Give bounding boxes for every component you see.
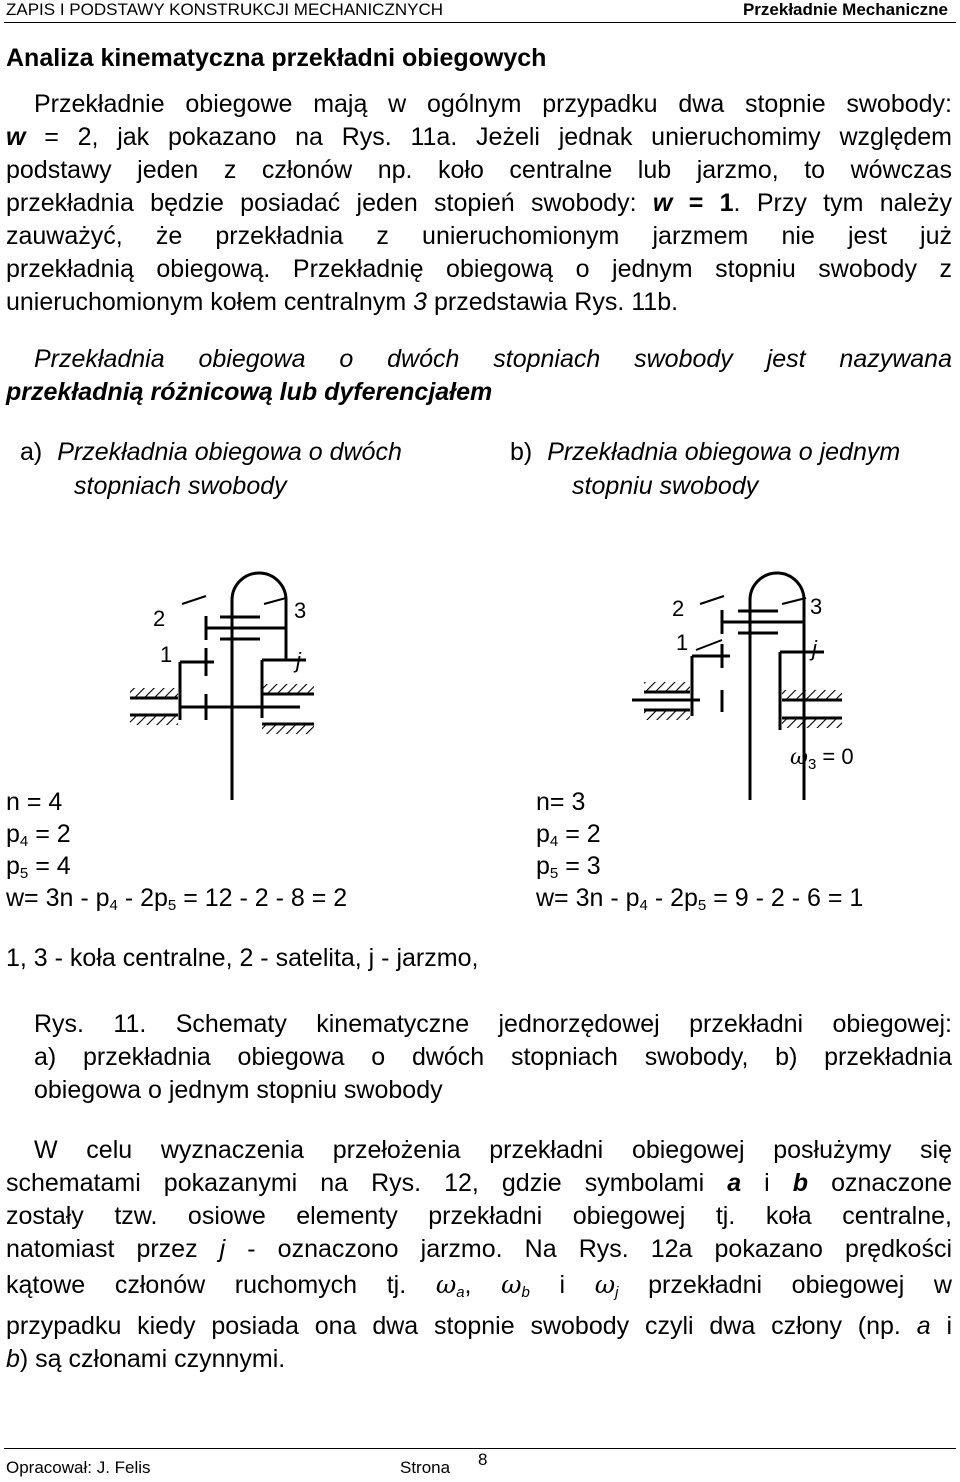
footer-page-label: Strona — [400, 1458, 451, 1477]
para3-line2: schematami pokazanymi na Rys. 12, gdzie symbolami a i b oznaczone — [6, 1169, 952, 1197]
para1-line1: Przekładnie obiegowe mają w ogólnym przypadku dwa stopnie swobody: — [34, 90, 952, 118]
para2-line2: przekładnią różnicową lub dyferencjałem — [6, 378, 493, 406]
figure-caption-line1: Rys. 11. Schematy kinematyczne jednorzędowej przekładni obiegowej: — [34, 1010, 952, 1038]
footer-author: Opracował: J. Felis — [6, 1458, 151, 1477]
header-title: ZAPIS I PODSTAWY KONSTRUKCJI MECHANICZNYCH — [6, 0, 444, 19]
omega-a: $\omega_a$, — [435, 1270, 472, 1301]
formula-a-n: n = 4 — [6, 788, 63, 816]
formula-a-p4: $p_4 = 2$ — [6, 820, 71, 850]
para3-end — [6, 1310, 952, 1376]
para3-line6: przypadku kiedy posiada ona dwa stopnie swobody czyli dwa człony (np. a i — [6, 1312, 953, 1340]
formula-a-w: $w= 3n - p_4 - 2p_5 = 12 - 2 - 8 = 2$ — [6, 884, 348, 914]
para1-line3: podstawy jeden z członów np. koło centralne lub jarzmo, to wówczas — [6, 156, 952, 184]
omega-b: $\omega_b$ — [501, 1270, 530, 1301]
para2-line1: Przekładnia obiegowa o dwóch stopniach swobody jest nazywana — [34, 345, 952, 373]
paragraph-differential — [6, 343, 952, 409]
caption-b-line2: stopniu swobody — [572, 472, 759, 500]
para3-line5: kątowe członów ruchomych tj. $\omega_a$, $\omega_b$ i $\omega_j$ przekładni obiegowej w — [6, 1270, 952, 1301]
formula-b-p5: $p_5 = 3$ — [536, 852, 601, 882]
section-title: Analiza kinematyczna przekładni obiegowych — [6, 44, 547, 72]
diagram-b-label-j: j — [812, 636, 817, 661]
diagram-a-label-3: 3 — [294, 598, 307, 623]
diagram-b-label-3: 3 — [810, 594, 823, 619]
diagram-a-label-1: 1 — [160, 642, 173, 667]
paragraph-intro — [6, 88, 952, 319]
para3-line4: natomiast przez j - oznaczono jarzmo. Na Rys. 12a pokazano prędkości — [6, 1235, 953, 1263]
formula-b-p4: $p_4 = 2$ — [536, 820, 601, 850]
para1-line6: przekładnią obiegową. Przekładnię obiegową o jednym stopniu swobody z — [6, 255, 952, 283]
kinematic-diagrams — [0, 540, 960, 800]
formula-b-n: n= 3 — [536, 788, 586, 816]
para3-line1: W celu wyznaczenia przełożenia przekładni obiegowej posłużymy się — [34, 1136, 952, 1164]
diagram-a-label-j: j — [296, 648, 301, 673]
figure-caption-line2: a) przekładnia obiegowa o dwóch stopniach swobody, b) przekładnia — [34, 1043, 952, 1071]
para1-line7: unieruchomionym kołem centralnym 3 przedstawia Rys. 11b. — [6, 288, 679, 316]
formula-b-w: $w= 3n - p_4 - 2p_5 = 9 - 2 - 6 = 1$ — [536, 884, 864, 914]
figure-caption — [34, 1008, 952, 1107]
para1-line2: w = 2, jak pokazano na Rys. 11a. Jeżeli jednak unieruchomimy względem — [6, 123, 952, 151]
diagram-a-label-2: 2 — [153, 606, 166, 631]
header-rule — [4, 22, 956, 23]
footer-rule — [4, 1448, 956, 1449]
figure-caption-line3: obiegowa o jednym stopniu swobody — [34, 1076, 443, 1104]
para1-line5: zauważyć, że przekładnia z unieruchomionym jarzmem nie jest już — [6, 222, 952, 250]
para3-line3: zostały tzw. osiowe elementy przekładni obiegowej tj. koła centralne, — [6, 1202, 952, 1230]
paragraph-ratio — [6, 1134, 952, 1266]
omega-j: $\omega_j$ — [594, 1270, 619, 1301]
diagram-b-omega3: $\omega_3 = 0$ — [790, 744, 854, 773]
formula-a-p5: $p_5 = 4$ — [6, 852, 71, 882]
diagram-b-label-1: 1 — [676, 630, 689, 655]
footer-page-number: 8 — [478, 1450, 488, 1469]
diagram-b-label-2: 2 — [672, 596, 685, 621]
caption-b: b) Przekładnia obiegowa o jednym — [510, 438, 901, 466]
para1-line4: przekładnia będzie posiadać jeden stopień swobody: w = 1. Przy tym należy — [6, 189, 952, 217]
caption-a: a) Przekładnia obiegowa o dwóch — [20, 438, 402, 466]
header-section: Przekładnie Mechaniczne — [742, 0, 948, 19]
para3-line7: b) są członami czynnymi. — [6, 1345, 286, 1373]
caption-a-line2: stopniach swobody — [74, 472, 287, 500]
diagram-legend: 1, 3 - koła centralne, 2 - satelita, j - jarzmo, — [6, 944, 479, 972]
